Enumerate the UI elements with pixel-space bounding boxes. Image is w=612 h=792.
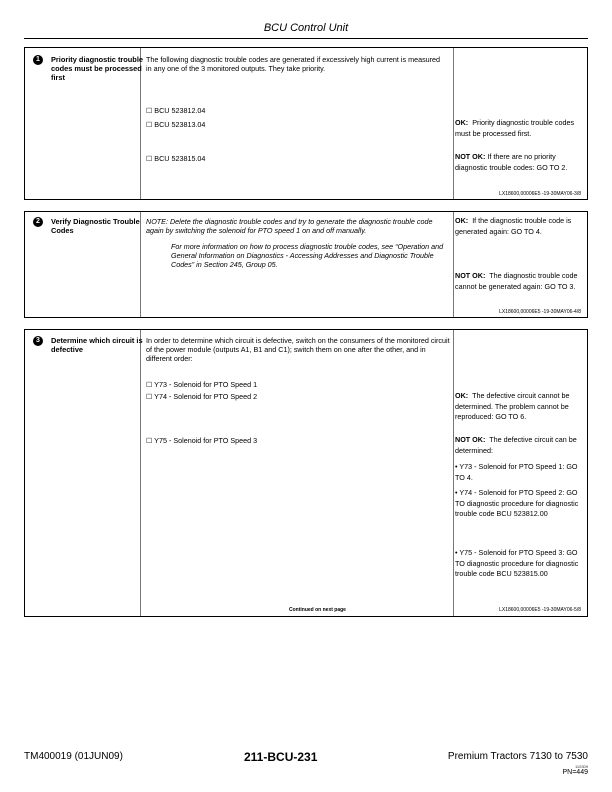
checkbox-icon: ☐ [146,382,153,389]
footer-pn: PN=449 [562,769,588,776]
reference-code: LX18600,00006E5 -19-30MAY06-3/8 [499,191,581,197]
page-header-title: BCU Control Unit [263,22,349,34]
checkbox-icon: ☐ [146,438,153,445]
reference-code: LX18600,00006E5 -19-30MAY06-5/8 [499,607,581,613]
step-intro: In order to determine which circuit is defective, switch on the consumers of the monitored circuit of the power module (outputs A1, B1 and C1); switch them on one after the other, and in different order: [146,336,450,363]
step-3 [24,329,588,617]
step-2 [24,211,588,318]
ok-result: OK: The defective circuit cannot be determined. The problem cannot be reproduced: GO TO 6. [455,391,570,421]
checkbox-icon: ☐ [146,122,153,129]
ok-result: OK: Priority diagnostic trouble codes must be processed first. [455,118,575,138]
note-text-reference: For more information on how to process diagnostic trouble codes, see “Operation and General Information on Diagnostics - Accessing Addresses and Diagnostic Trouble Codes” in Section 245, Group 05. [171,242,444,269]
step-title: Verify Diagnostic Trouble Codes [51,217,140,235]
footer-small-code: 110309 [574,764,588,769]
check-item: ☐ BCU 523815.04 [146,154,206,163]
column-divider [140,330,141,616]
step-number-badge: 3 [33,336,43,346]
step-number-badge: 1 [33,55,43,65]
footer-manual-id: TM400019 (01JUN09) [24,751,123,762]
result-bullet: • Y75 - Solenoid for PTO Speed 3: GO TO diagnostic procedure for diagnostic trouble code BCU 523815.00 [455,548,579,578]
not-ok-result: NOT OK: The diagnostic trouble code cannot be generated again: GO TO 3. [455,271,578,291]
footer-page-number: 211-BCU-231 [244,750,318,764]
step-intro: The following diagnostic trouble codes are generated if excessively high current is measured in any one of the 3 monitored outputs. They take priority. [146,55,441,73]
step-1 [24,47,588,200]
result-bullet: • Y73 - Solenoid for PTO Speed 1: GO TO 4. [455,462,578,482]
column-divider [453,212,454,317]
check-item: ☐ BCU 523813.04 [146,120,206,129]
note-text: NOTE: Delete the diagnostic trouble codes and try to generate the diagnostic trouble code again by switching the solenoid for PTO speed 1 on and off manually. [146,217,433,235]
step-title: Determine which circuit is defective [51,336,143,354]
checkbox-icon: ☐ [146,156,153,163]
continued-note: Continued on next page [289,607,346,613]
step-title: Priority diagnostic trouble codes must be processed first [51,55,143,82]
header-rule [24,38,588,39]
column-divider [453,48,454,199]
not-ok-result: NOT OK: The defective circuit can be determined: [455,435,577,455]
step-number-badge: 2 [33,217,43,227]
result-bullet: • Y74 - Solenoid for PTO Speed 2: GO TO diagnostic procedure for diagnostic trouble code BCU 523812.00 [455,488,579,518]
check-item: ☐ BCU 523812.04 [146,106,206,115]
not-ok-result: NOT OK: If there are no priority diagnostic trouble codes: GO TO 2. [455,152,568,172]
column-divider [453,330,454,616]
reference-code: LX18600,00006E5 -19-30MAY06-4/8 [499,309,581,315]
check-item: ☐ Y74 - Solenoid for PTO Speed 2 [146,392,258,401]
footer-product: Premium Tractors 7130 to 7530 [447,751,588,762]
check-item: ☐ Y75 - Solenoid for PTO Speed 3 [146,436,258,445]
checkbox-icon: ☐ [146,108,153,115]
checkbox-icon: ☐ [146,394,153,401]
ok-result: OK: If the diagnostic trouble code is generated again: GO TO 4. [455,216,572,236]
check-item: ☐ Y73 - Solenoid for PTO Speed 1 [146,380,258,389]
